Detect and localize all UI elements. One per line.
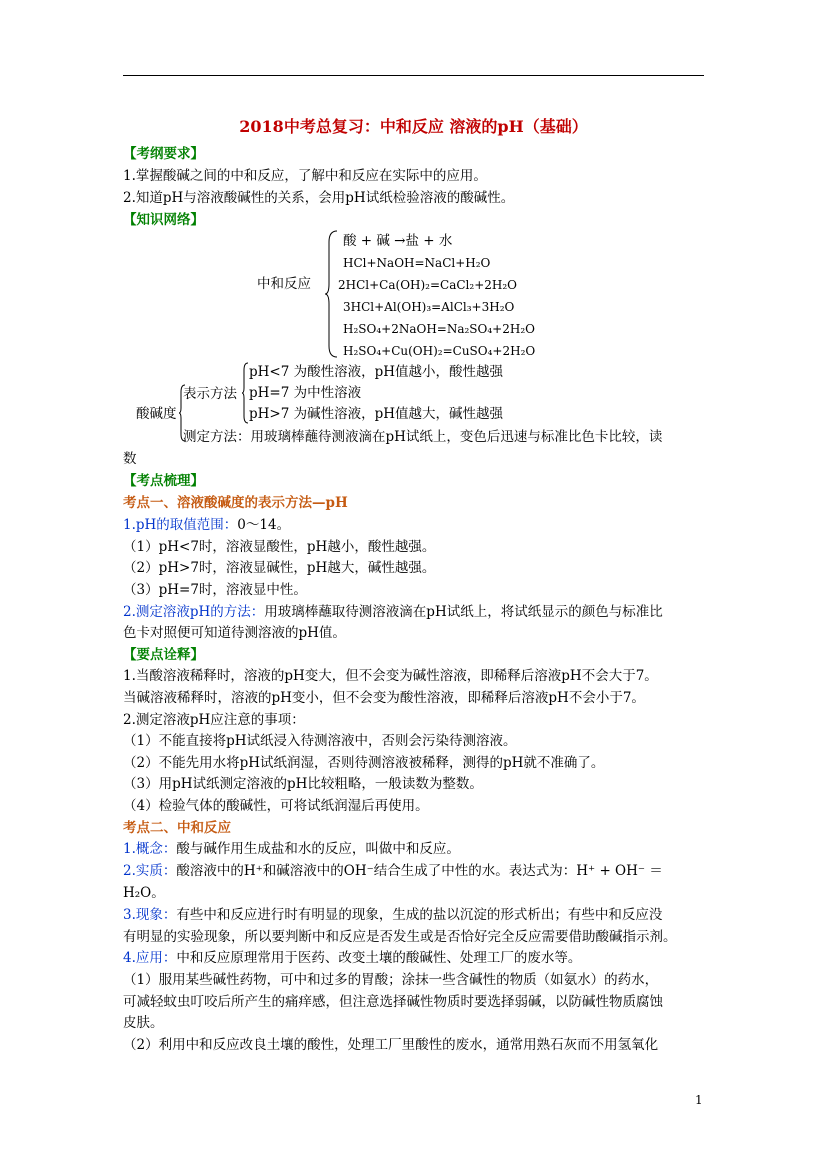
essence-label: 2.实质：: [123, 863, 177, 879]
neutral-item: HCl+NaOH=NaCl+H₂O: [343, 256, 491, 270]
application-item: （2）利用中和反应改良土壤的酸性，处理工厂里酸性的废水，通常用熟石灰而不用氢氧化: [123, 1037, 659, 1053]
note-line: 2.测定溶液pH应注意的事项：: [123, 712, 305, 728]
measure-method-line: 测定方法：用玻璃棒蘸待测液滴在pH试纸上，变色后迅速与标准比色卡比较，读: [183, 429, 663, 445]
application-label: 4.应用：: [123, 950, 177, 966]
neutral-item: 2HCl+Ca(OH)₂=CaCl₂+2H₂O: [338, 278, 518, 292]
neutral-reaction-label: 中和反应: [257, 276, 311, 292]
requirement-line: 2.知道pH与溶液酸碱性的关系，会用pH试纸检验溶液的酸碱性。: [123, 190, 515, 206]
point2-heading: 考点二、中和反应: [123, 820, 231, 836]
phenomenon-line: [123, 905, 662, 925]
express-item: pH>7 为碱性溶液，pH值越大，碱性越强: [249, 406, 504, 422]
phenomenon-text: 有些中和反应进行时有明显的现象，生成的盐以沉淀的形式析出；有些中和反应没: [176, 907, 663, 923]
ph-range-line: [123, 515, 290, 535]
neutral-item: 酸 + 碱 →盐 + 水: [343, 233, 453, 249]
neutral-item: H₂SO₄+2NaOH=Na₂SO₄+2H₂O: [343, 322, 535, 336]
note-line: （1）不能直接将pH试纸浸入待测溶液中，否则会污染待测溶液。: [123, 733, 517, 749]
neutral-brace: [324, 230, 338, 358]
ph-scale-label: 酸碱度: [136, 406, 177, 422]
ph-method-line: 色卡对照便可知道待测溶液的pH值。: [123, 625, 346, 641]
point1-heading: 考点一、溶液酸碱度的表示方法—pH: [123, 495, 348, 511]
note-line: （2）不能先用水将pH试纸润湿，否则待测溶液被稀释，测得的pH就不准确了。: [123, 755, 605, 771]
application-item: 皮肤。: [123, 1015, 164, 1031]
neutral-item: H₂SO₄+Cu(OH)₂=CuSO₄+2H₂O: [343, 344, 536, 358]
phenomenon-label: 3.现象：: [123, 907, 177, 923]
essence-text: 酸溶液中的H⁺和碱溶液中的OH⁻结合生成了中性的水。表达式为：H⁺ + OH⁻ ＝: [176, 863, 663, 879]
concept-line: [123, 839, 460, 859]
express-item: pH<7 为酸性溶液，pH值越小，酸性越强: [249, 364, 504, 380]
concept-label: 1.概念：: [123, 841, 177, 857]
application-item: （1）服用某些碱性药物，可中和过多的胃酸；涂抹一些含碱性的物质（如氨水）的药水，: [123, 972, 659, 988]
application-item: 可减轻蚊虫叮咬后所产生的痛痒感，但注意选择碱性物质时要选择弱碱，以防碱性物质腐蚀: [123, 994, 663, 1010]
section-heading-notes: 【要点诠释】: [123, 647, 204, 663]
ph-method-label: 2.测定溶液pH的方法：: [123, 604, 265, 620]
page-title: 2018中考总复习：中和反应 溶液的pH（基础）: [239, 117, 588, 136]
express-item: pH=7 为中性溶液: [249, 385, 362, 401]
ph-method-line: [123, 602, 663, 622]
ph-method-text: 用玻璃棒蘸取待测溶液滴在pH试纸上，将试纸显示的颜色与标准比: [264, 604, 663, 620]
application-text: 中和反应原理常用于医药、改变土壤的酸碱性、处理工厂的废水等。: [176, 950, 582, 966]
note-line: （3）用pH试纸测定溶液的pH比较粗略，一般读数为整数。: [123, 776, 483, 792]
note-line: （4）检验气体的酸碱性，可将试纸润湿后再使用。: [123, 798, 429, 814]
ph-range-item: （3）pH=7时，溶液显中性。: [123, 582, 307, 598]
express-brace: [241, 362, 249, 424]
section-heading-network: 【知识网络】: [123, 212, 204, 228]
phenomenon-line: 有明显的实验现象，所以要判断中和反应是否发生或是否恰好完全反应需要借助酸碱指示剂。: [123, 929, 677, 945]
section-heading-points: 【考点梳理】: [123, 473, 204, 489]
note-line: 1.当酸溶液稀释时，溶液的pH变大，但不会变为碱性溶液，即稀释后溶液pH不会大于7。: [123, 668, 658, 684]
concept-text: 酸与碱作用生成盐和水的反应，叫做中和反应。: [176, 841, 460, 857]
essence-line: [123, 861, 663, 881]
measure-method-line: 数: [123, 451, 137, 467]
header-rule: [123, 75, 704, 76]
essence-line: H₂O。: [123, 885, 165, 901]
express-method-label: 表示方法: [183, 386, 237, 402]
ph-range-value: 0～14。: [237, 517, 291, 533]
page-number: 1: [695, 1093, 703, 1107]
ph-range-item: （2）pH>7时，溶液显碱性，pH越大，碱性越强。: [123, 560, 436, 576]
section-heading-requirements: 【考纲要求】: [123, 146, 204, 162]
ph-range-item: （1）pH<7时，溶液显酸性，pH越小，酸性越强。: [123, 539, 436, 555]
neutral-item: 3HCl+Al(OH)₃=AlCl₃+3H₂O: [343, 300, 515, 314]
ph-range-label: 1.pH的取值范围：: [123, 517, 238, 533]
application-line: [123, 948, 581, 968]
note-line: 当碱溶液稀释时，溶液的pH变小，但不会变为酸性溶液，即稀释后溶液pH不会小于7。: [123, 690, 645, 706]
requirement-line: 1.掌握酸碱之间的中和反应，了解中和反应在实际中的应用。: [123, 168, 487, 184]
